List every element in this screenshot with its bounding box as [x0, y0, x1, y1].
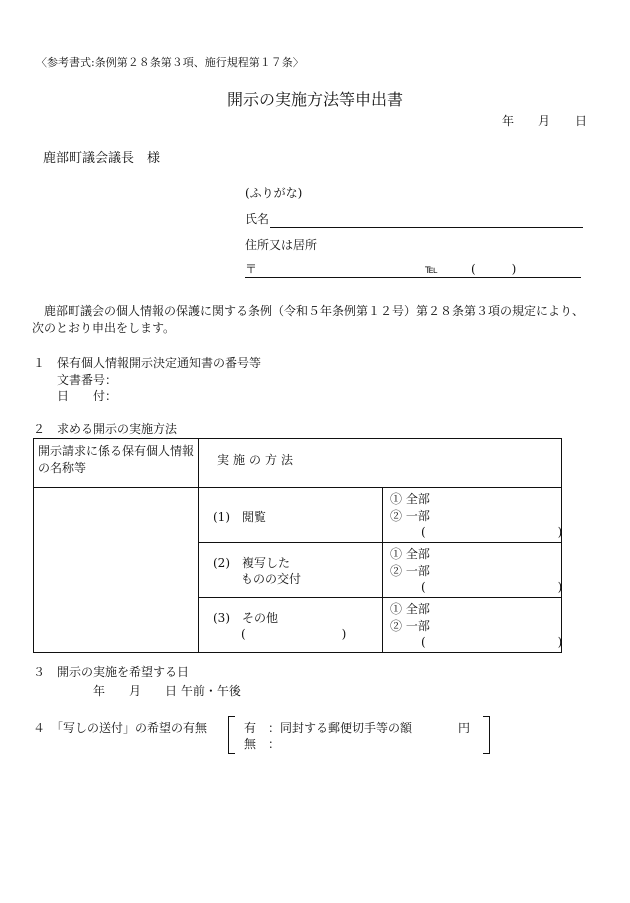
- document-number-label: 文書番号：: [57, 373, 118, 387]
- option-cell-3[interactable]: [383, 598, 562, 653]
- section1-heading: １ 保有個人情報開示決定通知書の番号等: [33, 356, 262, 370]
- option-all[interactable]: ① 全部: [390, 492, 430, 506]
- tel-parentheses: ( ): [471, 262, 517, 276]
- method-header: 実施の方法: [199, 439, 562, 488]
- address-line[interactable]: [245, 277, 581, 278]
- method-label-sub: ものの交付: [241, 572, 302, 586]
- date-day: 日: [575, 114, 588, 128]
- section2-heading: ２ 求める開示の実施方法: [33, 422, 178, 436]
- option-part-paren: ( ): [421, 635, 563, 649]
- page-title: 開示の実施方法等申出書: [226, 90, 403, 109]
- preferred-date-line[interactable]: 年 月 日 午前・午後: [93, 684, 241, 698]
- option-all[interactable]: ① 全部: [390, 547, 430, 561]
- info-name-header: 開示請求に係る保有個人情報の名称等: [34, 439, 199, 488]
- date-month: 月: [538, 114, 551, 128]
- section3-heading: ３ 開示の実施を希望する日: [33, 665, 190, 679]
- furigana-label: (ふりがな): [245, 186, 303, 200]
- option-cell-2[interactable]: [383, 543, 562, 598]
- left-bracket: [228, 716, 235, 754]
- yen-unit: 円: [458, 721, 471, 735]
- disclosure-method-table: [33, 438, 562, 653]
- option-part-paren: ( ): [421, 525, 563, 539]
- option-cell-1[interactable]: [383, 488, 562, 543]
- reference-note: 〈参考書式:条例第２８条第３項、施行規程第１７条〉: [36, 56, 304, 69]
- date-year: 年: [502, 114, 515, 128]
- method-row-2: [199, 543, 383, 598]
- method-label: (2) 複写した: [213, 556, 290, 570]
- option-yes[interactable]: 有 ：同封する郵便切手等の額: [244, 721, 413, 735]
- option-no[interactable]: 無 ：: [244, 737, 281, 751]
- section4-heading: ４ 「写しの送付」の希望の有無: [33, 721, 208, 735]
- method-label: (3) その他: [213, 611, 278, 625]
- method-other-paren[interactable]: ( ): [241, 627, 347, 641]
- option-part[interactable]: ② 一部: [390, 564, 430, 578]
- option-part[interactable]: ② 一部: [390, 619, 430, 633]
- option-all[interactable]: ① 全部: [390, 602, 430, 616]
- document-date-label: 日 付：: [57, 389, 118, 403]
- option-part-paren: ( ): [421, 580, 563, 594]
- option-part[interactable]: ② 一部: [390, 509, 430, 523]
- address-label: 住所又は居所: [245, 238, 318, 252]
- postal-mark: 〒: [245, 262, 258, 276]
- method-row-3: [199, 598, 383, 653]
- intro-text-line2: 次のとおり申出をします。: [32, 321, 176, 335]
- intro-text-line1: 鹿部町議会の個人情報の保護に関する条例（令和５年条例第１２号）第２８条第３項の規定により、: [44, 304, 585, 318]
- addressee: 鹿部町議会議長 様: [43, 151, 161, 166]
- name-label: 氏名: [245, 212, 270, 226]
- right-bracket: [483, 716, 490, 754]
- method-row-1: [199, 488, 383, 543]
- method-label: (1) 閲覧: [213, 510, 266, 524]
- tel-mark: ℡: [425, 262, 438, 276]
- name-line[interactable]: [270, 227, 583, 228]
- info-name-cell[interactable]: [34, 488, 199, 653]
